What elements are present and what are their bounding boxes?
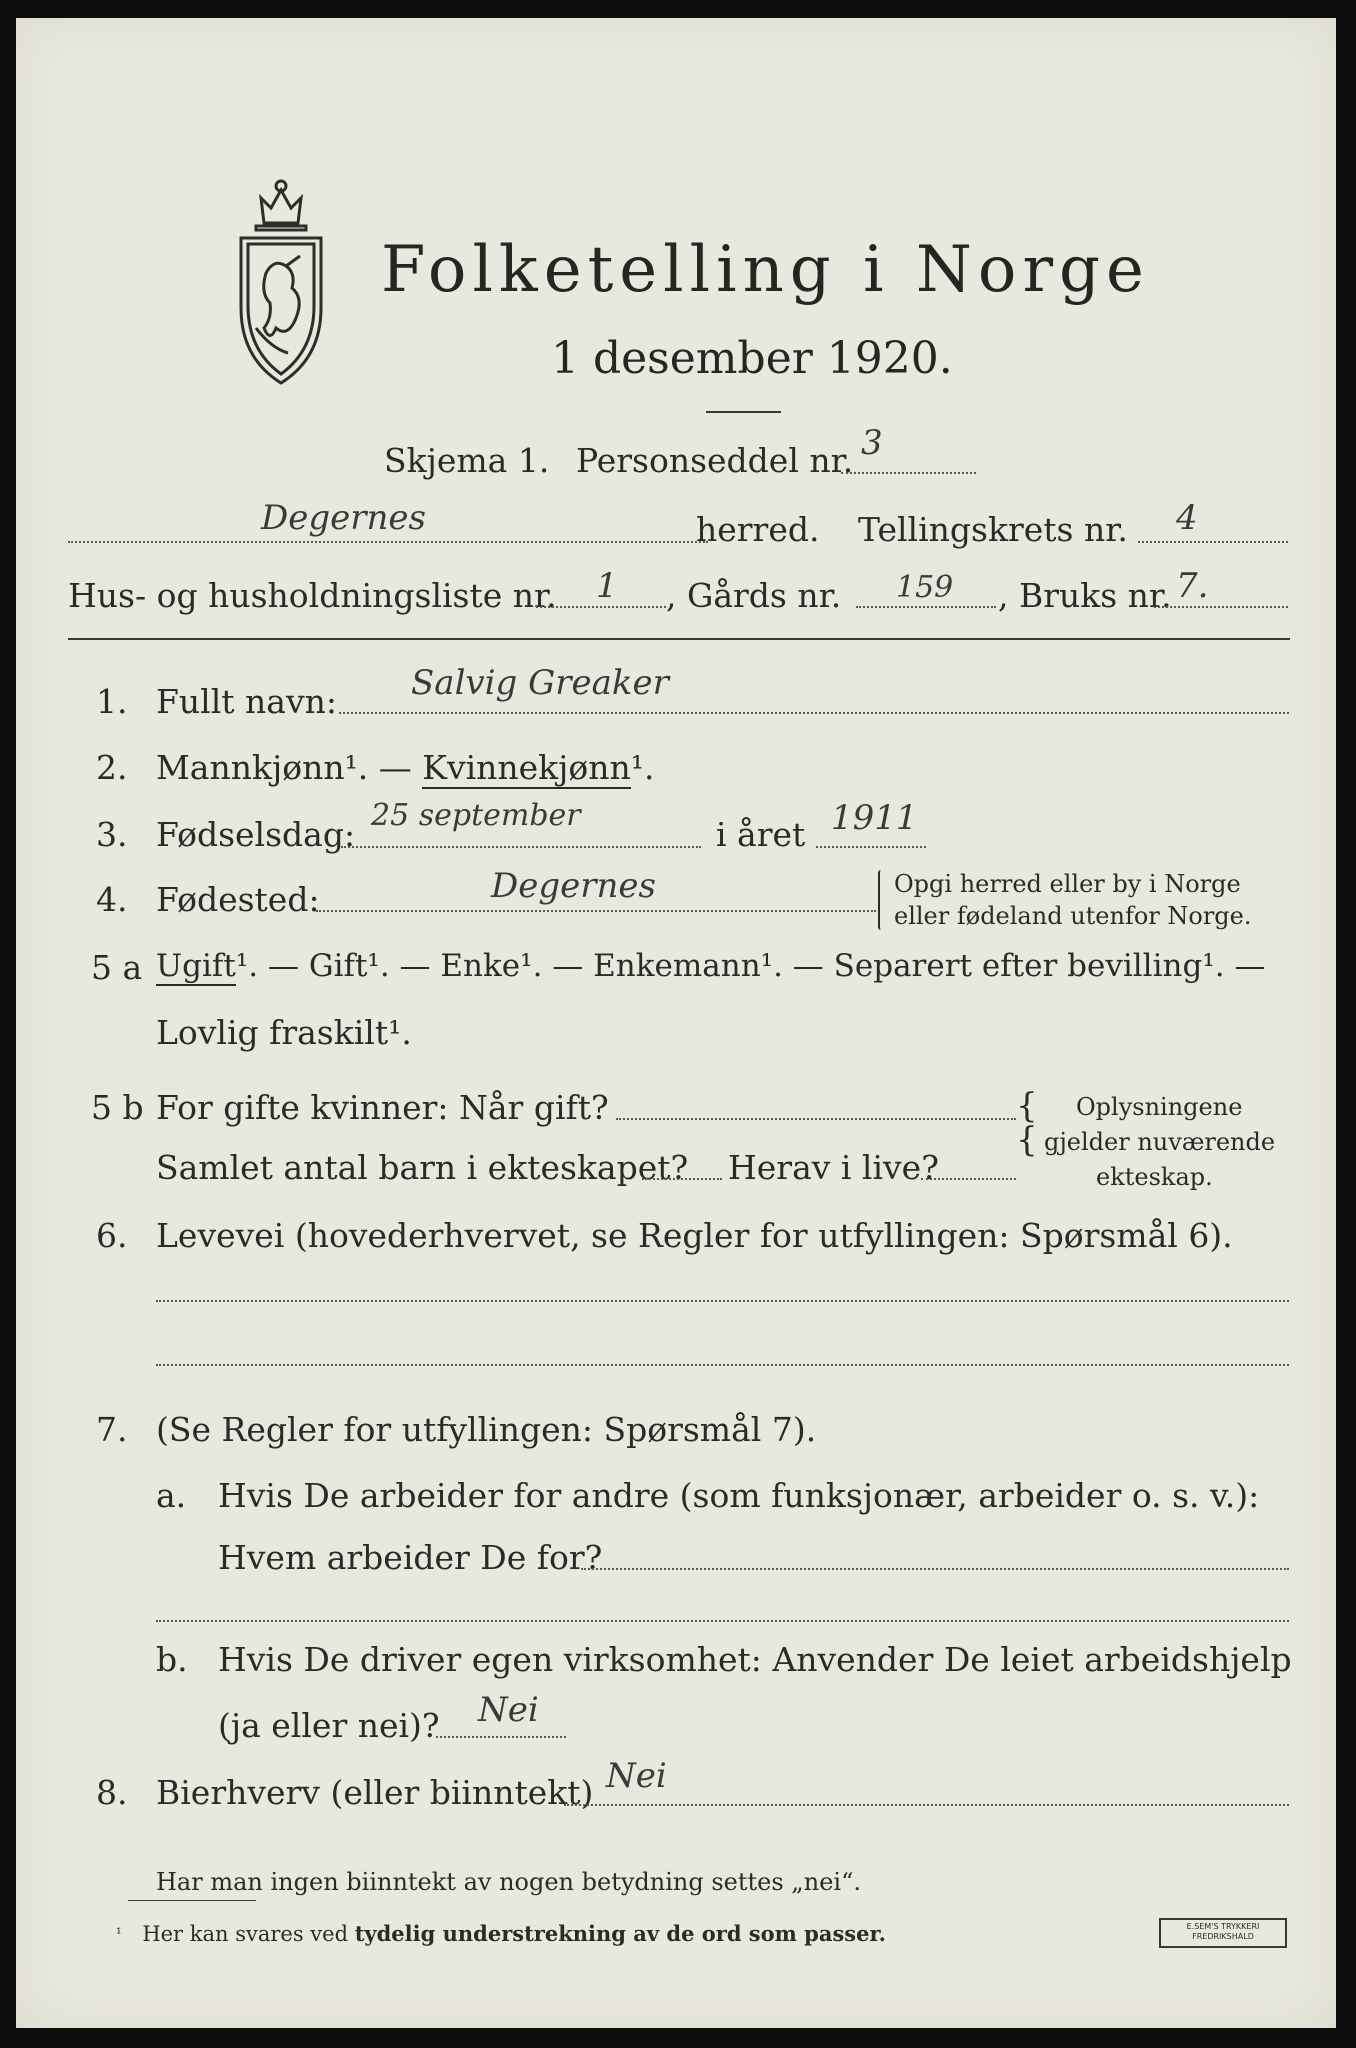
q7-text: (Se Regler for utfyllingen: Spørsmål 7). bbox=[156, 1410, 817, 1449]
skjema-label: Skjema 1. bbox=[384, 441, 550, 480]
option-mannkjonn[interactable]: Mannkjønn¹. — bbox=[156, 748, 412, 787]
census-form: Folketelling i Norge 1 desember 1920. Skjema 1. Personseddel nr. 3 Degernes herred. Tellingskrets nr. 4 Hus- og husholdningsliste nr. 1 , Gårds nr. 159 , Bruks nr. 7. 1. Fullt navn: Salvig Greaker 2. Mannkjønn¹. — Kvinnekjønn¹. 3. Fødselsdag: 25 september i året 1911 4. Fødested: Degernes Opgi herred eller by i Norge eller fødeland utenfor Norge. 5 a Ugift¹. — Gift¹. — Enke¹. — Enkemann¹. — Separert efter bevilling¹. — Lovlig fraskilt¹. 5 b For gifte kvinner: Når gift? Samlet antal barn i ekteskapet? Herav i live? { { Oplysningene gjelder nuværende ekteskap. 6. Levevei (hovederhvervet, se Regler for utfyllingen: Spørsmål 6). 7. (Se Regler for utfyllingen: Spørsmål 7). a. Hvis De arbeider for andre (som funksjonær, arbeider o. s. v.): Hvem arbeider De for? b. Hvis De driver egen virksomhet: Anvender De leiet arbeidshjelp (ja eller nei)? Nei 8. Bierhverv (eller biinntekt) Nei Har man ingen biinntekt av nogen betydning settes „nei“. $^{^1}$ Her kan svares ved tydelig understrekning av de ord som passer. E.SEM'S TRYKKERI FREDRIKSHALD bbox=[16, 18, 1336, 2028]
q8-number: 8. bbox=[96, 1773, 128, 1812]
q5b-married-when-label: For gifte kvinner: Når gift? bbox=[156, 1088, 609, 1127]
q4-note-line-2: eller fødeland utenfor Norge. bbox=[894, 902, 1252, 930]
hired-help-value[interactable]: Nei bbox=[478, 1690, 539, 1730]
title-divider bbox=[706, 411, 781, 413]
herred-value[interactable]: Degernes bbox=[261, 498, 426, 538]
q2-options: Mannkjønn¹. — Kvinnekjønn¹. bbox=[156, 748, 655, 787]
employer-line[interactable] bbox=[581, 1568, 1289, 1570]
q7b-letter: b. bbox=[156, 1640, 188, 1679]
birthdate-value[interactable]: 25 september bbox=[371, 798, 581, 833]
q4-number: 4. bbox=[96, 880, 128, 919]
gards-value[interactable]: 159 bbox=[896, 570, 954, 605]
option-lovlig-fraskilt[interactable]: Lovlig fraskilt¹. bbox=[156, 1013, 412, 1052]
q5b-note-2: gjelder nuværende bbox=[1044, 1128, 1276, 1156]
printer-stamp: E.SEM'S TRYKKERI FREDRIKSHALD bbox=[1159, 1918, 1287, 1948]
option-kvinnekjonn-underlined[interactable]: Kvinnekjønn bbox=[422, 748, 631, 787]
bruks-label: , Bruks nr. bbox=[998, 576, 1172, 615]
q5a-number: 5 a bbox=[91, 948, 143, 987]
tellingskrets-label: Tellingskrets nr. bbox=[858, 510, 1128, 549]
q5b-note-3: ekteskap. bbox=[1096, 1163, 1213, 1191]
census-date: 1 desember 1920. bbox=[551, 333, 953, 384]
full-name-value[interactable]: Salvig Greaker bbox=[411, 663, 669, 703]
gards-label: , Gårds nr. bbox=[666, 576, 842, 615]
form-title: Folketelling i Norge bbox=[381, 233, 1150, 307]
tellingskrets-value[interactable]: 4 bbox=[1176, 498, 1198, 538]
footer-note: Har man ingen biinntekt av nogen betydning settes „nei“. bbox=[156, 1868, 861, 1896]
bruks-value[interactable]: 7. bbox=[1176, 566, 1209, 606]
header-divider bbox=[68, 638, 1290, 640]
personseddel-label: Personseddel nr. bbox=[576, 441, 854, 480]
q1-number: 1. bbox=[96, 682, 128, 721]
q7b-sub-label: (ja eller nei)? bbox=[218, 1706, 440, 1745]
q4-label: Fødested: bbox=[156, 880, 320, 919]
q3-year-label: i året bbox=[716, 815, 806, 854]
footnote-divider bbox=[128, 1900, 256, 1901]
q5b-children-label: Samlet antal barn i ekteskapet? bbox=[156, 1148, 689, 1187]
option-other-statuses[interactable]: ¹. — Gift¹. — Enke¹. — Enkemann¹. — Separert efter bevilling¹. — bbox=[235, 948, 1266, 984]
occupation-line-1[interactable] bbox=[156, 1300, 1289, 1302]
birthplace-value[interactable]: Degernes bbox=[491, 866, 656, 906]
q1-label: Fullt navn: bbox=[156, 682, 337, 721]
husliste-value[interactable]: 1 bbox=[596, 566, 618, 606]
q7a-employer-label: Hvem arbeider De for? bbox=[218, 1538, 603, 1577]
personseddel-value[interactable]: 3 bbox=[861, 423, 883, 463]
birth-year-value[interactable]: 1911 bbox=[831, 798, 918, 838]
q5b-number: 5 b bbox=[91, 1088, 144, 1127]
q7b-text: Hvis De driver egen virksomhet: Anvender De leiet arbeidshjelp bbox=[218, 1640, 1292, 1679]
q5b-alive-label: Herav i live? bbox=[728, 1148, 939, 1187]
q6-number: 6. bbox=[96, 1216, 128, 1255]
q8-label: Bierhverv (eller biinntekt) bbox=[156, 1773, 594, 1812]
coat-of-arms-emblem bbox=[226, 178, 336, 388]
q7a-letter: a. bbox=[156, 1476, 187, 1515]
husliste-label: Hus- og husholdningsliste nr. bbox=[68, 576, 557, 615]
side-income-value[interactable]: Nei bbox=[606, 1756, 667, 1796]
q5b-note-1: Oplysningene bbox=[1076, 1093, 1243, 1121]
q7-number: 7. bbox=[96, 1410, 128, 1449]
occupation-line-2[interactable] bbox=[156, 1364, 1289, 1366]
q3-number: 3. bbox=[96, 815, 128, 854]
herred-label: herred. bbox=[696, 510, 820, 549]
option-ugift-underlined[interactable]: Ugift bbox=[156, 948, 236, 984]
footnote: $^{^1}$ Her kan svares ved tydelig understrekning av de ord som passer. bbox=[116, 1921, 886, 1946]
q3-label: Fødselsdag: bbox=[156, 815, 356, 854]
employer-line-2[interactable] bbox=[156, 1620, 1289, 1622]
q6-text: Levevei (hovederhvervet, se Regler for utfyllingen: Spørsmål 6). bbox=[156, 1216, 1233, 1255]
q7a-text: Hvis De arbeider for andre (som funksjonær, arbeider o. s. v.): bbox=[218, 1476, 1260, 1515]
q4-note-line-1: Opgi herred eller by i Norge bbox=[894, 870, 1241, 898]
q5b-brace: { bbox=[1016, 1086, 1038, 1126]
q4-note-brace bbox=[878, 870, 884, 930]
q5a-options bbox=[156, 948, 1265, 984]
q2-number: 2. bbox=[96, 748, 128, 787]
